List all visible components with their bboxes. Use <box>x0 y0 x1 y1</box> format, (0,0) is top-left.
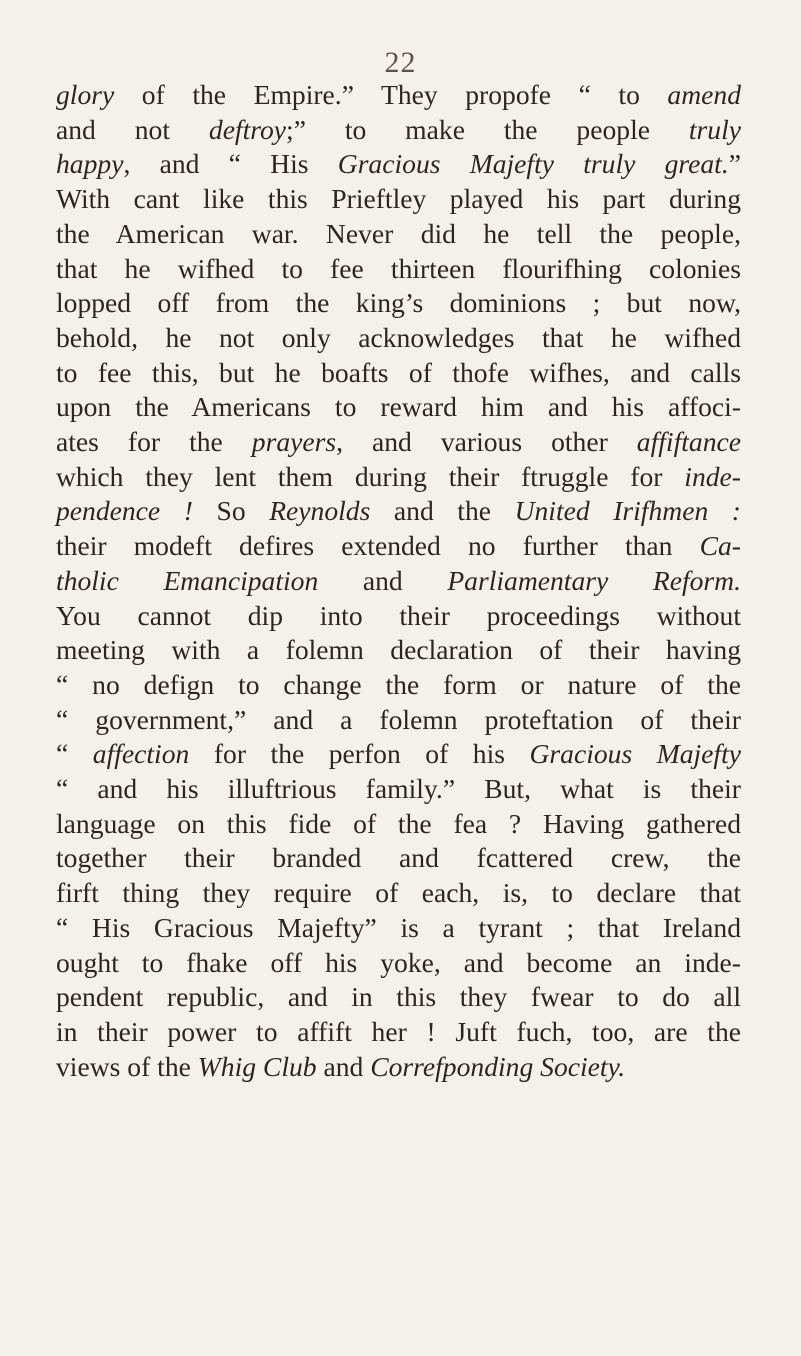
text-segment: language on this fide of the fea ? Having gathered <box>56 807 741 839</box>
italic-text: Reynolds <box>269 495 371 527</box>
text-segment: behold, he not only acknowledges that he wifhed <box>56 321 741 353</box>
text-segment: With cant like this Prieftley played his part during <box>56 183 741 215</box>
text-segment: ;” to make the people <box>286 113 689 145</box>
text-line <box>56 599 741 634</box>
text-line <box>56 78 741 113</box>
text-line <box>56 147 741 182</box>
text-segment: , and various other <box>336 426 637 458</box>
text-segment: You cannot dip into their proceedings without <box>56 599 741 631</box>
text-segment: the American war. Never did he tell the people, <box>56 217 741 249</box>
text-segment: upon the Americans to reward him and his affoci- <box>56 391 741 423</box>
italic-text: glory <box>56 79 115 110</box>
text-line <box>56 425 741 460</box>
text-line <box>56 946 741 981</box>
text-segment: So <box>192 495 270 527</box>
text-segment: and <box>316 1050 371 1082</box>
text-segment: “ and his illuftrious family.” But, what is their <box>56 773 741 805</box>
italic-text: Gracious Majefty <box>529 738 741 770</box>
text-line <box>56 321 741 356</box>
text-line <box>56 390 741 425</box>
italic-text: Ca- <box>699 530 741 562</box>
text-line <box>56 1015 741 1050</box>
text-segment: pendent republic, and in this they fwear to do all <box>56 981 741 1013</box>
text-segment: ” <box>728 148 741 180</box>
text-line <box>56 217 741 252</box>
italic-text: truly <box>688 113 741 145</box>
text-line <box>56 529 741 564</box>
italic-text: Correfponding Society. <box>370 1050 626 1082</box>
italic-text: United Irifhmen : <box>514 495 741 527</box>
text-segment: , and “ His <box>123 148 338 180</box>
text-line <box>56 876 741 911</box>
text-line <box>56 113 741 148</box>
text-line <box>56 356 741 391</box>
text-segment: “ no defign to change the form or nature of the <box>56 668 741 700</box>
italic-text: Whig Club <box>197 1050 317 1082</box>
text-line <box>56 460 741 495</box>
italic-text: pendence ! <box>56 495 193 527</box>
text-line <box>56 1050 741 1085</box>
text-line <box>56 633 741 668</box>
text-line <box>56 668 741 703</box>
body-text <box>56 78 741 1084</box>
text-line <box>56 182 741 217</box>
italic-text: deftroy <box>208 113 287 145</box>
text-line <box>56 494 741 529</box>
text-segment: views of the <box>56 1050 198 1082</box>
text-line <box>56 841 741 876</box>
text-segment: ought to fhake off his yoke, and become an inde- <box>56 946 741 978</box>
page-number: 22 <box>384 46 417 79</box>
italic-text: amend <box>667 79 741 110</box>
italic-text: inde- <box>684 460 741 492</box>
text-segment: in their power to affift her ! Juft fuch, too, are the <box>56 1015 741 1047</box>
text-line <box>56 737 741 772</box>
text-segment: of the Empire.” They propofe “ to <box>114 79 668 110</box>
text-segment: their modeft defires extended no further than <box>56 530 700 562</box>
text-line <box>56 807 741 842</box>
italic-text: Parliamentary Reform. <box>447 564 741 596</box>
text-line <box>56 286 741 321</box>
italic-text: prayers <box>251 426 337 458</box>
text-line <box>56 980 741 1015</box>
text-segment: and the <box>370 495 515 527</box>
text-segment: and <box>318 564 448 596</box>
text-segment: ates for the <box>56 426 252 458</box>
text-segment: lopped off from the king’s dominions ; but now, <box>56 287 741 319</box>
text-segment: “ government,” and a folemn proteftation of their <box>56 703 741 735</box>
text-segment: to fee this, but he boafts of thofe wifhes, and calls <box>56 356 741 388</box>
text-segment: together their branded and fcattered crew, the <box>56 842 741 874</box>
italic-text: affiftance <box>636 426 742 458</box>
text-line <box>56 564 741 599</box>
text-segment: which they lent them during their ftruggle for <box>56 460 685 492</box>
text-segment: firft thing they require of each, is, to declare that <box>56 877 741 909</box>
text-segment: for the perfon of his <box>189 738 530 770</box>
text-line <box>56 772 741 807</box>
text-segment: “ His Gracious Majefty” is a tyrant ; that Ireland <box>56 911 741 943</box>
text-segment: that he wifhed to fee thirteen flourifhing colonies <box>56 252 741 284</box>
text-segment: and not <box>56 113 209 145</box>
text-line <box>56 911 741 946</box>
text-line <box>56 252 741 287</box>
italic-text: tholic Emancipation <box>56 564 319 596</box>
text-segment: “ <box>56 738 93 770</box>
italic-text: Gracious Majefty truly great. <box>337 148 729 180</box>
italic-text: happy <box>56 148 124 180</box>
text-line <box>56 703 741 738</box>
italic-text: affection <box>92 738 190 770</box>
text-segment: meeting with a folemn declaration of their having <box>56 634 741 666</box>
